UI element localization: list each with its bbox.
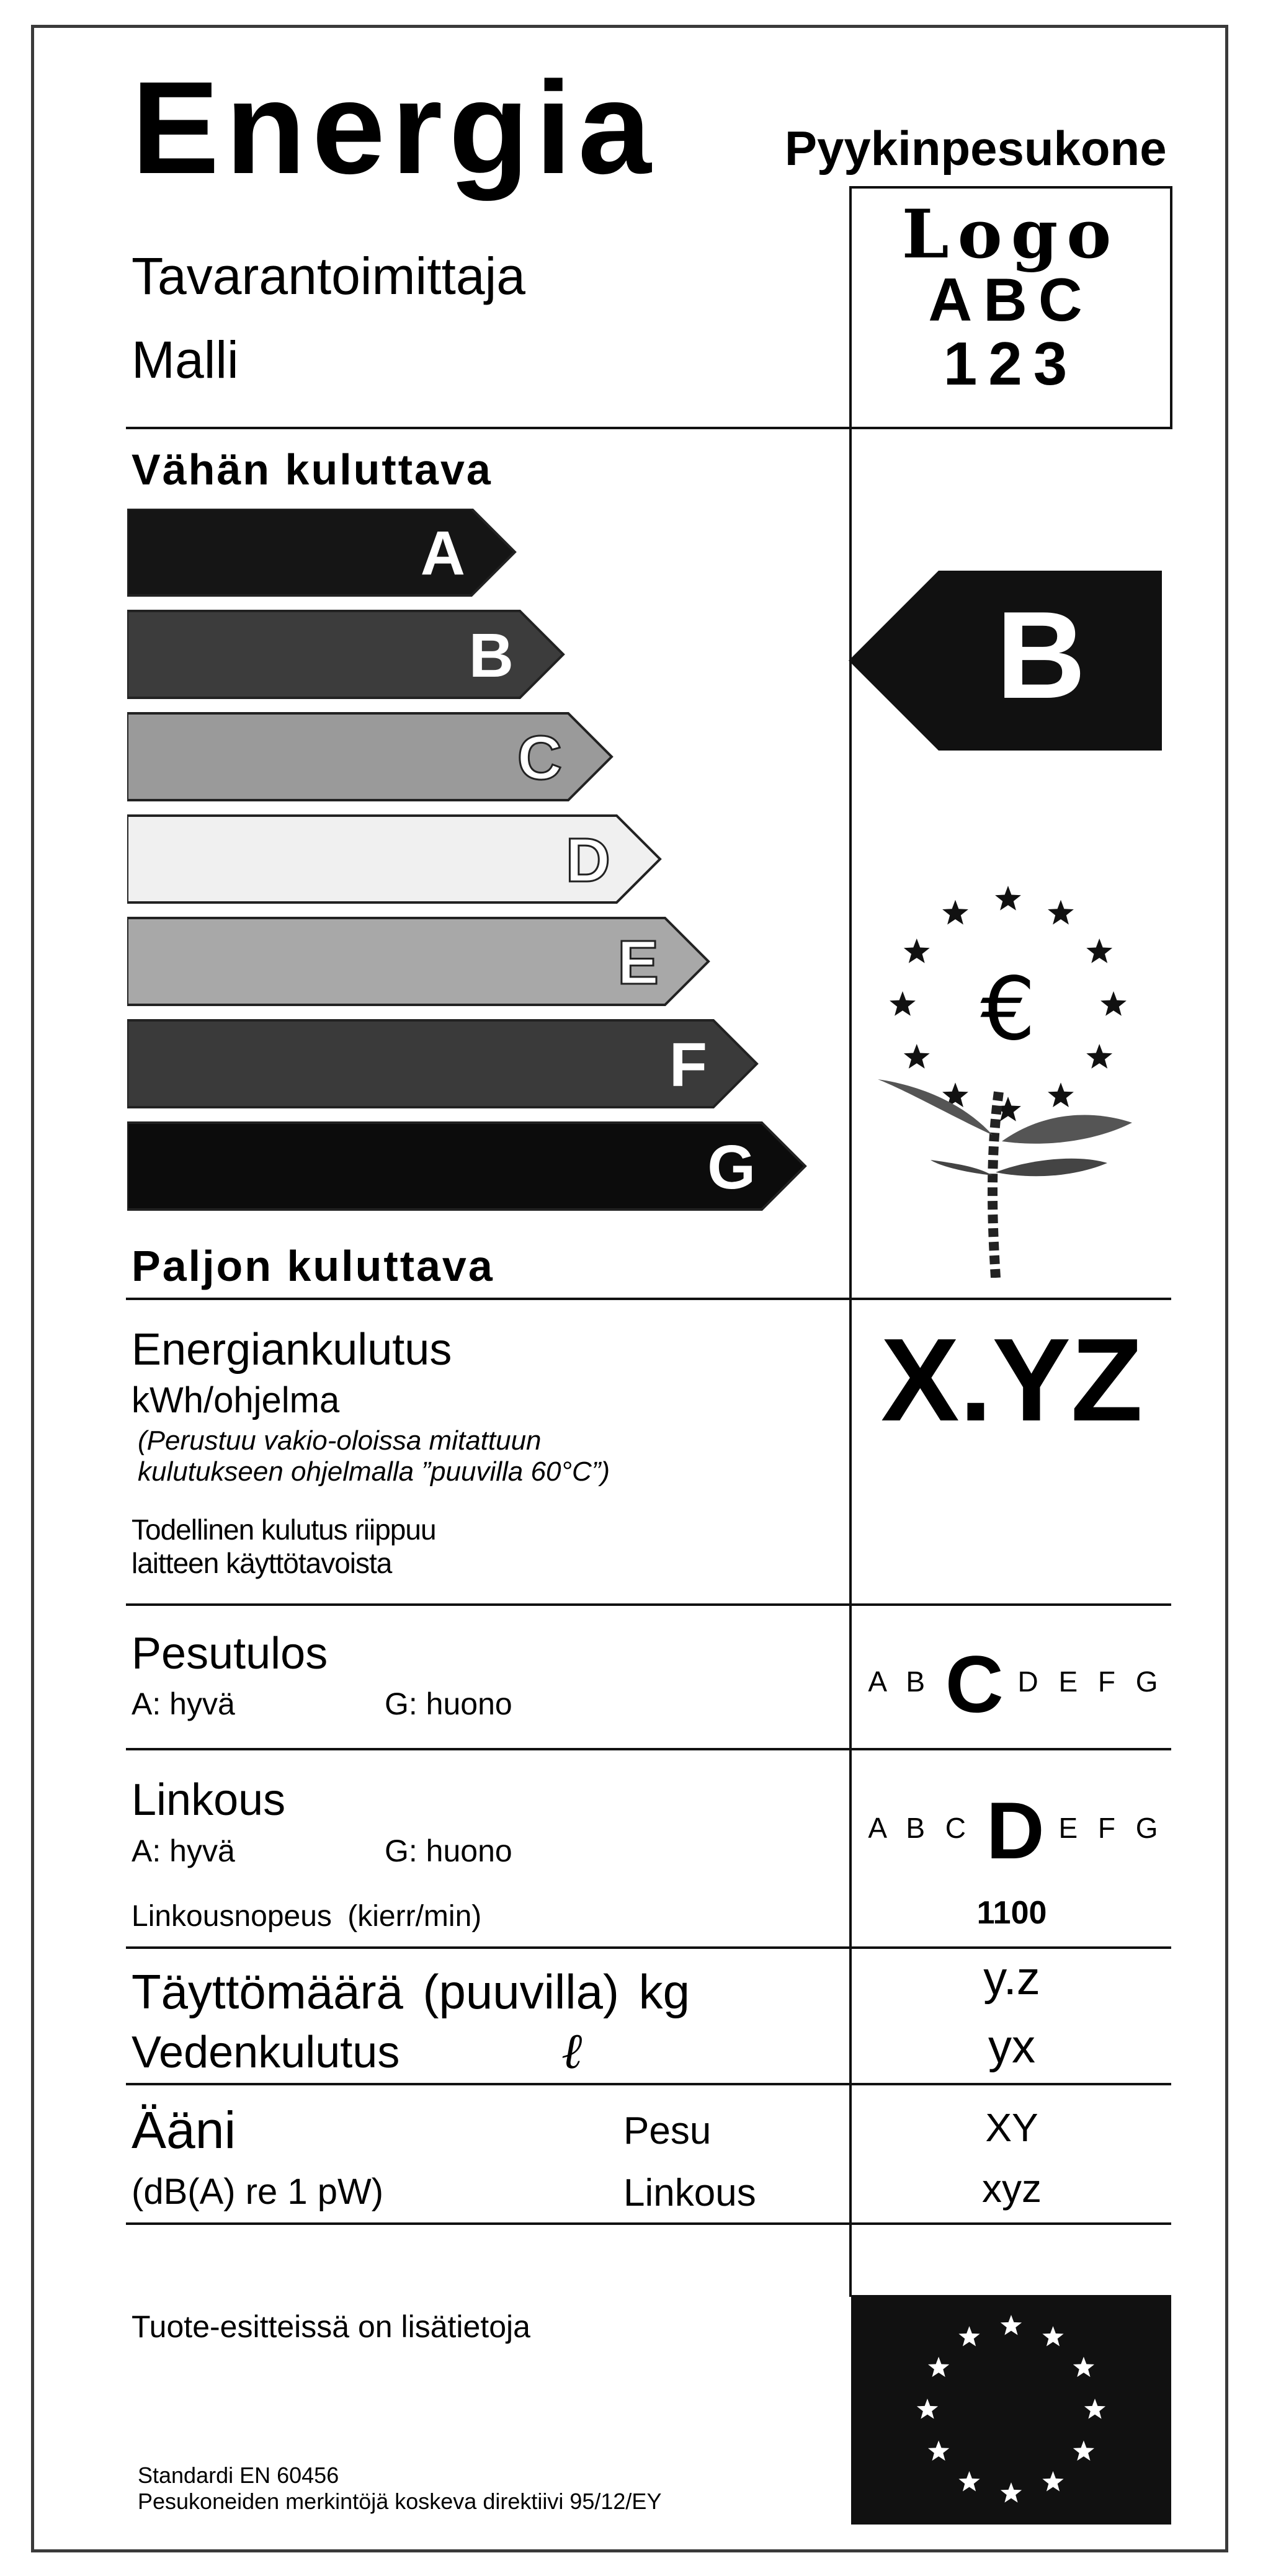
spin-speed-unit: (kierr/min) xyxy=(347,1900,482,1933)
label-title: Energia xyxy=(132,54,658,201)
divider xyxy=(126,427,1171,429)
actual-note-2: laitteen käyttötavoista xyxy=(132,1547,392,1579)
flower-star-icon xyxy=(942,900,968,925)
divider xyxy=(126,1603,1171,1606)
efficiency-letter-f: F xyxy=(669,1030,707,1100)
eu-star-icon xyxy=(917,2399,938,2419)
svg-text:€: € xyxy=(980,959,1036,1060)
eu-star-icon xyxy=(958,2471,980,2492)
noise-spin-label: Linkous xyxy=(623,2172,756,2214)
eu-star-icon xyxy=(1001,2482,1022,2503)
efficiency-bar-g xyxy=(127,1123,805,1210)
more-info-text: Tuote-esitteissä on lisätietoja xyxy=(132,2309,530,2344)
eu-star-icon xyxy=(1001,2315,1022,2335)
washing-scale xyxy=(861,1638,1171,1731)
flower-star-icon xyxy=(890,991,916,1016)
spin-good: A: hyvä xyxy=(132,1834,235,1868)
consumption-note-2: kulutukseen ohjelmalla ”puuvilla 60°C”) xyxy=(138,1456,610,1487)
divider xyxy=(126,2222,1171,2225)
efficiency-letter-c: C xyxy=(517,723,562,793)
capacity-label: Täyttömäärä (puuvilla) kg xyxy=(132,1964,690,2019)
eu-star-icon xyxy=(958,2326,980,2346)
spin-scale xyxy=(861,1784,1171,1877)
water-label: Vedenkulutus xyxy=(132,2028,400,2077)
rating-letter: B xyxy=(996,586,1086,724)
eu-star-icon xyxy=(1073,2357,1094,2378)
efficiency-letter-d: D xyxy=(565,826,610,895)
flower-star-icon xyxy=(1048,1082,1074,1107)
rating-indicator xyxy=(849,571,1162,751)
flower-star-icon xyxy=(904,938,930,963)
eu-star-icon xyxy=(928,2441,949,2461)
flower-star-icon xyxy=(904,1044,930,1069)
capacity-value: y.z xyxy=(983,1952,1040,2005)
washing-poor: G: huono xyxy=(385,1687,512,1721)
noise-wash-value: XY xyxy=(985,2105,1038,2150)
noise-label: Ääni xyxy=(132,2101,236,2159)
efficiency-scale xyxy=(127,509,828,1228)
eu-star-icon xyxy=(1084,2399,1105,2419)
flower-star-icon xyxy=(1048,900,1074,925)
spin-speed-label xyxy=(132,1899,481,1933)
washing-good: A: hyvä xyxy=(132,1687,235,1721)
divider xyxy=(126,2083,1171,2085)
actual-note-1: Todellinen kulutus riippuu xyxy=(132,1513,436,1546)
divider xyxy=(126,1298,1171,1300)
eu-stars-icon xyxy=(851,2295,1171,2525)
logo-line-1: ABC xyxy=(928,265,1094,334)
logo-line-2: 123 xyxy=(943,329,1079,398)
washing-rating: C xyxy=(945,1639,1004,1729)
noise-spin-value: xyz xyxy=(982,2166,1042,2211)
washing-label: Pesutulos xyxy=(132,1629,328,1678)
spin-rating: D xyxy=(986,1785,1045,1876)
eu-star-icon xyxy=(1042,2326,1063,2346)
standard-text: Standardi EN 60456 xyxy=(138,2462,339,2488)
supplier-label: Tavarantoimittaja xyxy=(132,247,525,305)
washing-scale-before: A B xyxy=(868,1665,932,1698)
divider xyxy=(126,1946,1171,1949)
efficiency-bottom-label: Paljon kuluttava xyxy=(132,1242,494,1290)
spin-label: Linkous xyxy=(132,1775,286,1825)
flower-star-icon xyxy=(1086,938,1112,963)
washing-scale-after: D E F G xyxy=(1017,1665,1164,1698)
efficiency-letter-g: G xyxy=(707,1133,756,1202)
spin-speed-text: Linkousnopeus xyxy=(132,1900,332,1933)
spin-scale-after: E F G xyxy=(1058,1812,1164,1845)
eu-star-icon xyxy=(1042,2471,1063,2492)
flower-star-icon xyxy=(995,886,1021,911)
noise-wash-label: Pesu xyxy=(623,2110,712,2152)
eu-star-icon xyxy=(1073,2441,1094,2461)
flower-star-icon xyxy=(1086,1044,1112,1069)
eu-flag xyxy=(851,2295,1171,2525)
divider xyxy=(126,1748,1171,1750)
efficiency-top-label: Vähän kuluttava xyxy=(132,445,493,494)
noise-unit: (dB(A) re 1 pW) xyxy=(132,2172,384,2212)
eu-star-icon xyxy=(928,2357,949,2378)
consumption-note-1: (Perustuu vakio-oloissa mitattuun xyxy=(138,1425,542,1456)
efficiency-letter-a: A xyxy=(420,519,465,588)
model-label: Malli xyxy=(132,331,239,389)
consumption-label: Energiankulutus xyxy=(132,1325,452,1375)
efficiency-letter-b: B xyxy=(468,621,514,690)
water-unit: ℓ xyxy=(561,2022,582,2080)
consumption-unit: kWh/ohjelma xyxy=(132,1380,340,1420)
directive-text: Pesukoneiden merkintöjä koskeva direktiivi 95/12/EY xyxy=(138,2489,662,2514)
spin-scale-before: A B C xyxy=(868,1812,973,1845)
eco-flower-icon xyxy=(872,881,1145,1278)
spin-speed-value: 1100 xyxy=(976,1895,1047,1931)
logo-box xyxy=(849,186,1172,429)
consumption-value: X.YZ xyxy=(880,1314,1143,1446)
spin-poor: G: huono xyxy=(385,1834,512,1868)
water-value: yx xyxy=(988,2020,1035,2073)
flower-star-icon xyxy=(1100,991,1127,1016)
efficiency-bar-f xyxy=(127,1020,757,1107)
efficiency-letter-e: E xyxy=(617,928,659,997)
logo-word: Logo xyxy=(901,195,1120,274)
appliance-type: Pyykinpesukone xyxy=(785,121,1167,176)
